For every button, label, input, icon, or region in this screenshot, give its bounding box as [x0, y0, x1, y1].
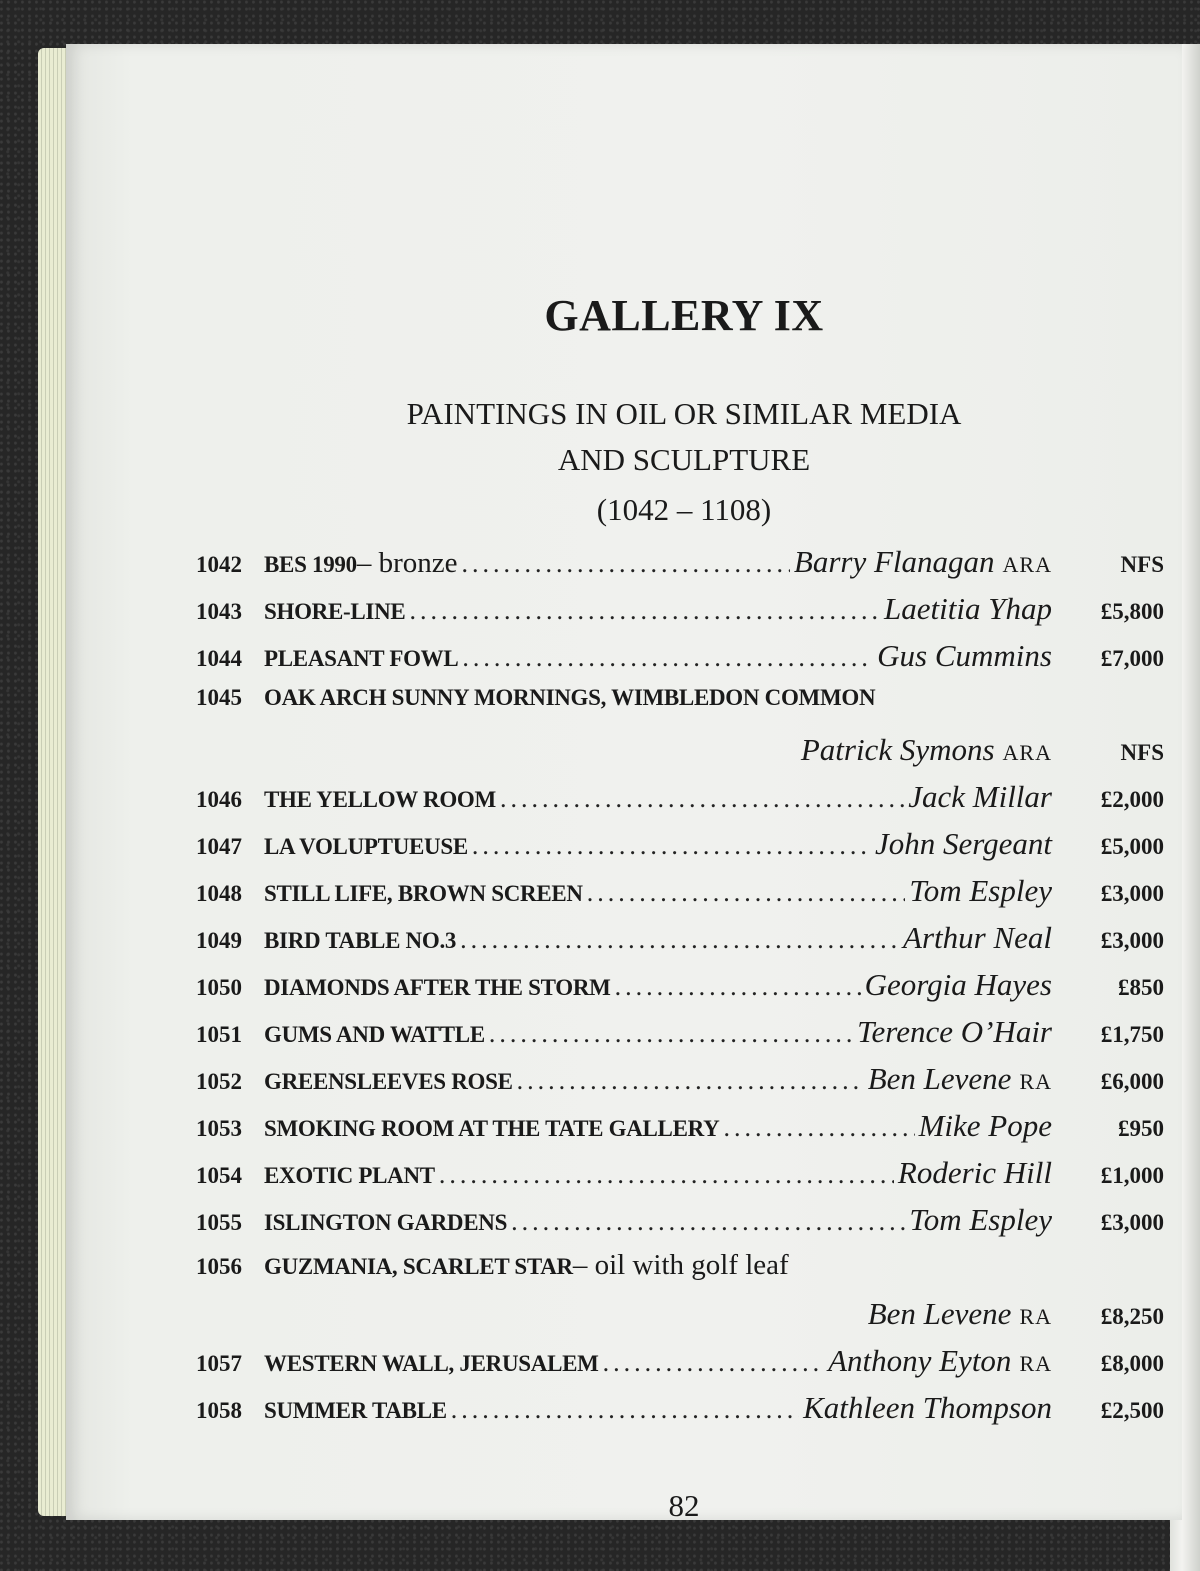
- catalogue-entry: [196, 1249, 1164, 1289]
- entry-honour: RA: [1019, 1351, 1052, 1376]
- catalogue-entry: [196, 638, 1164, 678]
- entry-artist: John Sergeant: [874, 826, 1052, 861]
- leader-dots: [603, 1348, 824, 1378]
- entry-title: OAK ARCH SUNNY MORNINGS, WIMBLEDON COMMON: [264, 685, 876, 710]
- entry-price: £1,000: [1100, 1163, 1164, 1188]
- entry-artist: Terence O’Hair: [857, 1014, 1052, 1049]
- catalogue-entry-continuation: [196, 1296, 1164, 1336]
- catalogue-entry: [196, 591, 1164, 631]
- leader-dots: [460, 925, 899, 955]
- entry-medium: – oil with golf leaf: [572, 1249, 789, 1281]
- entry-title: BES 1990: [264, 552, 357, 577]
- entry-price: £850: [1118, 975, 1164, 1000]
- entry-title: SHORE-LINE: [264, 599, 406, 624]
- catalogue-entry: [196, 1014, 1164, 1054]
- entry-artist: Arthur Neal: [903, 920, 1052, 955]
- entry-number: 1047: [196, 834, 242, 859]
- entry-number: 1057: [196, 1351, 242, 1376]
- entry-number: 1052: [196, 1069, 242, 1094]
- entry-artist: Ben Levene: [867, 1296, 1012, 1331]
- leader-dots: [723, 1113, 914, 1143]
- leader-dots: [439, 1160, 894, 1190]
- entry-title: SUMMER TABLE: [264, 1398, 447, 1423]
- entry-number: 1049: [196, 928, 242, 953]
- catalogue-entry: [196, 1061, 1164, 1101]
- subtitle-line-2: AND SCULPTURE: [557, 442, 811, 477]
- entry-honour: RA: [1019, 1304, 1052, 1329]
- catalogue-entry: [196, 920, 1164, 960]
- leader-dots: [517, 1066, 864, 1096]
- catalogue-entry: [196, 1108, 1164, 1148]
- entry-price: NFS: [1120, 740, 1164, 765]
- entry-price: £5,800: [1100, 599, 1164, 624]
- entry-number: 1050: [196, 975, 242, 1000]
- entry-title: PLEASANT FOWL: [264, 646, 459, 671]
- entry-artist: Tom Espley: [909, 1202, 1052, 1237]
- entry-title: GUZMANIA, SCARLET STAR: [264, 1254, 573, 1279]
- entry-number: 1044: [196, 646, 242, 671]
- entry-honour: ARA: [1002, 740, 1052, 765]
- gallery-title: GALLERY IX: [544, 291, 824, 340]
- entry-title: GREENSLEEVES ROSE: [264, 1069, 513, 1094]
- leader-dots: [511, 1207, 905, 1237]
- entry-number: 1045: [196, 685, 242, 710]
- catalogue-page: [66, 44, 1182, 1523]
- leader-dots: [587, 878, 906, 908]
- entry-title: LA VOLUPTUEUSE: [264, 834, 468, 859]
- entry-artist: Patrick Symons: [800, 732, 995, 767]
- leader-dots: [462, 643, 873, 673]
- catalogue-range: (1042 – 1108): [596, 492, 772, 527]
- catalogue-entry: [196, 1343, 1164, 1383]
- entry-artist: Barry Flanagan: [793, 544, 995, 579]
- catalogue-entry: [196, 1202, 1164, 1242]
- entry-title: BIRD TABLE NO.3: [264, 928, 457, 953]
- entry-artist: Laetitia Yhap: [884, 591, 1052, 626]
- entry-number: 1056: [196, 1254, 242, 1279]
- catalogue-entry: [196, 1155, 1164, 1195]
- leader-dots: [500, 784, 904, 814]
- entry-artist: Jack Millar: [908, 779, 1052, 814]
- entry-number: 1042: [196, 552, 242, 577]
- leader-dots: [472, 831, 871, 861]
- entry-price: £3,000: [1100, 881, 1164, 906]
- entry-artist: Ben Levene: [867, 1061, 1012, 1096]
- leader-dots: [461, 549, 789, 579]
- entry-title: EXOTIC PLANT: [264, 1163, 435, 1188]
- entry-price: £5,000: [1100, 834, 1164, 859]
- leader-dots: [451, 1395, 799, 1425]
- entry-price: £7,000: [1100, 646, 1164, 671]
- entry-price: £8,250: [1100, 1304, 1164, 1329]
- catalogue-entry-continuation: [196, 732, 1164, 772]
- entry-price: £2,500: [1100, 1398, 1164, 1423]
- entry-price: £3,000: [1100, 928, 1164, 953]
- entry-number: 1054: [196, 1163, 242, 1188]
- entry-honour: ARA: [1002, 552, 1052, 577]
- entry-artist: Kathleen Thompson: [803, 1390, 1052, 1425]
- entry-title: WESTERN WALL, JERUSALEM: [264, 1351, 599, 1376]
- subtitle-line-1: PAINTINGS IN OIL OR SIMILAR MEDIA: [406, 396, 962, 431]
- entry-artist: Tom Espley: [909, 873, 1052, 908]
- entry-title: DIAMONDS AFTER THE STORM: [264, 975, 611, 1000]
- entry-artist: Georgia Hayes: [864, 967, 1052, 1002]
- entry-artist: Gus Cummins: [877, 638, 1052, 673]
- page-edges: [38, 48, 68, 1516]
- entry-number: 1055: [196, 1210, 242, 1235]
- page-content: [66, 44, 1182, 1523]
- entry-title: STILL LIFE, BROWN SCREEN: [264, 881, 583, 906]
- entry-price: £2,000: [1100, 787, 1164, 812]
- entry-price: £950: [1118, 1116, 1164, 1141]
- catalogue-entry: [196, 779, 1164, 819]
- entry-honour: RA: [1019, 1069, 1052, 1094]
- entry-artist: Anthony Eyton: [828, 1343, 1012, 1378]
- entry-number: 1046: [196, 787, 242, 812]
- catalogue-entry: [196, 685, 1164, 725]
- entry-price: £1,750: [1100, 1022, 1164, 1047]
- entry-price: £6,000: [1100, 1069, 1164, 1094]
- entry-title: ISLINGTON GARDENS: [264, 1210, 508, 1235]
- entry-artist: Mike Pope: [918, 1108, 1052, 1143]
- entry-price: NFS: [1120, 552, 1164, 577]
- entry-number: 1051: [196, 1022, 242, 1047]
- entry-number: 1053: [196, 1116, 242, 1141]
- page-number: 82: [668, 1488, 700, 1523]
- entry-price: £8,000: [1100, 1351, 1164, 1376]
- catalogue-entry: [196, 1390, 1164, 1430]
- catalogue-entry: [196, 873, 1164, 913]
- leader-dots: [615, 972, 861, 1002]
- entry-title: SMOKING ROOM AT THE TATE GALLERY: [264, 1116, 720, 1141]
- catalogue-entry: [196, 967, 1164, 1007]
- catalogue-entry: [196, 826, 1164, 866]
- entry-title: GUMS AND WATTLE: [264, 1022, 485, 1047]
- leader-dots: [489, 1019, 853, 1049]
- entry-medium: – bronze: [356, 547, 458, 579]
- leader-dots: [409, 596, 880, 626]
- entry-price: £3,000: [1100, 1210, 1164, 1235]
- entry-number: 1048: [196, 881, 242, 906]
- catalogue-entry: [196, 544, 1164, 584]
- entry-title: THE YELLOW ROOM: [264, 787, 496, 812]
- entry-number: 1058: [196, 1398, 242, 1423]
- entry-number: 1043: [196, 599, 242, 624]
- entry-artist: Roderic Hill: [897, 1155, 1052, 1190]
